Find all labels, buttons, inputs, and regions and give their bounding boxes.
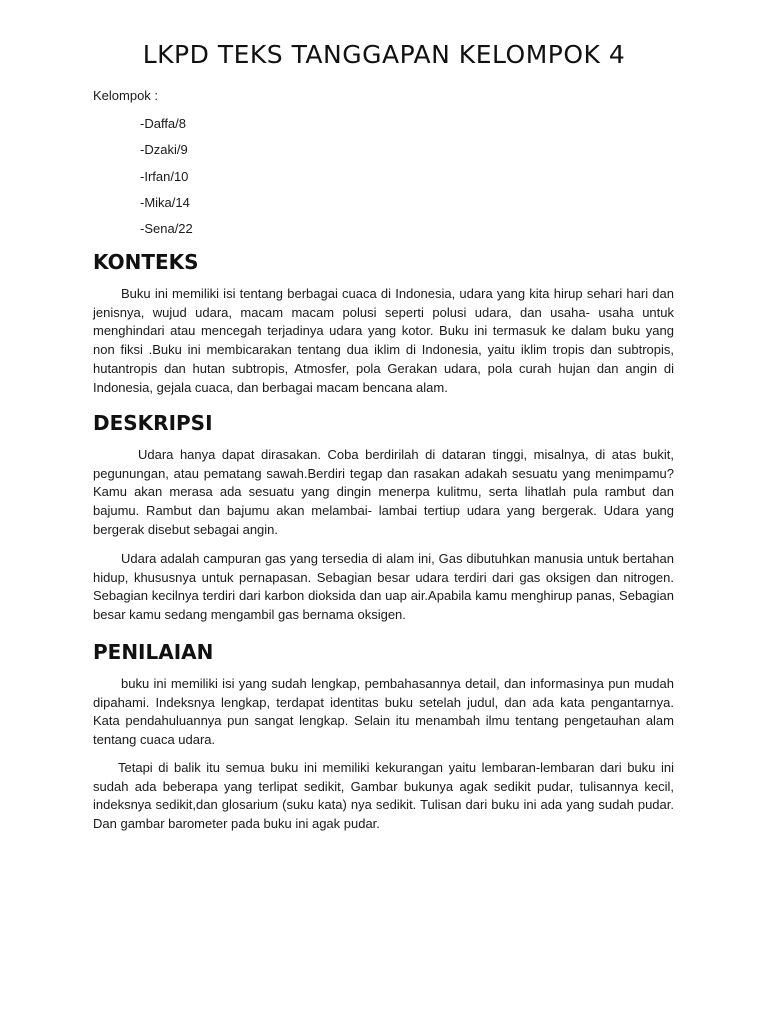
group-label: Kelompok : — [93, 88, 159, 103]
member-item: -Daffa/8 — [140, 116, 187, 131]
document-title: LKPD TEKS TANGGAPAN KELOMPOK 4 — [142, 40, 626, 69]
member-list — [140, 116, 193, 247]
paragraph-deskripsi-2: Udara adalah campuran gas yang tersedia di alam ini, Gas dibutuhkan manusia untuk bertahan hidup, khususnya untuk pernapasan. Sebagian besar udara terdiri dari gas oksigen dan nitrogen. Sebagian kecilnya terdiri dari karbon dioksida dan uap air.Apabila kamu menghirup panas, Sebagian besar kamu sedang mengambil gas bernama oksigen. — [93, 551, 674, 623]
member-item: -Dzaki/9 — [140, 142, 188, 158]
paragraph-penilaian-2: Tetapi di balik itu semua buku ini memiliki kekurangan yaitu lembaran-lembaran dari buku ini sudah ada beberapa yang terlipat sedikit, Gambar bukunya agak sedikit pudar, tulisannya kecil, indeksnya sedikit,dan glosarium (suku kata) nya sedikit. Tulisan dari buku ini ada yang sudah pudar. Dan gambar barometer pada buku ini agak pudar. — [93, 760, 674, 832]
paragraph-konteks-1: Buku ini memiliki isi tentang berbagai cuaca di Indonesia, udara yang kita hirup sehari hari dan jenisnya, wujud udara, macam macam polusi seperti polusi udara, dan usaha- usaha untuk menghindari atau mencegah terjadinya udara yang kotor. Buku ini termasuk ke dalam buku yang non fiksi .Buku ini membicarakan tentang dua iklim di Indonesia, yaitu iklim tropis dan subtropis, hutantropis dan hutan subtropis, Atmosfer, pola Gerakan udara, pola curah hujan dan angin di Indonesia, gejala cuaca, dan berbagai macam bencana alam. — [93, 286, 674, 395]
section-heading-penilaian: PENILAIAN — [93, 640, 214, 664]
section-heading-deskripsi: DESKRIPSI — [93, 411, 213, 435]
section-heading-konteks: KONTEKS — [93, 250, 199, 274]
member-item: -Mika/14 — [140, 194, 190, 210]
member-item: -Irfan/10 — [140, 168, 189, 184]
paragraph-deskripsi-1: Udara hanya dapat dirasakan. Coba berdirilah di dataran tinggi, misalnya, di atas bukit, pegunungan, atau pematang sawah.Berdiri tegap dan rasakan adakah sesuatu yang menimpamu? Kamu akan merasa ada sesuatu yang dingin menerpa kulitmu, serta lihatlah pula rambut dan bajumu. Rambut dan bajumu akan melambai- lambai tertiup udara yang bergerak. Udara yang bergerak disebut sebagai angin. — [93, 447, 674, 537]
member-item: -Sena/22 — [140, 221, 193, 237]
paragraph-penilaian-1: buku ini memiliki isi yang sudah lengkap, pembahasannya detail, dan informasinya pun mudah dipahami. Indeksnya lengkap, terdapat identitas buku setelah judul, dan ada kata pengantarnya. Kata pendahuluannya pun sangat lengkap. Selain itu menambah ilmu tentang pengetauhan alam tentang cuaca udara. — [93, 676, 674, 748]
